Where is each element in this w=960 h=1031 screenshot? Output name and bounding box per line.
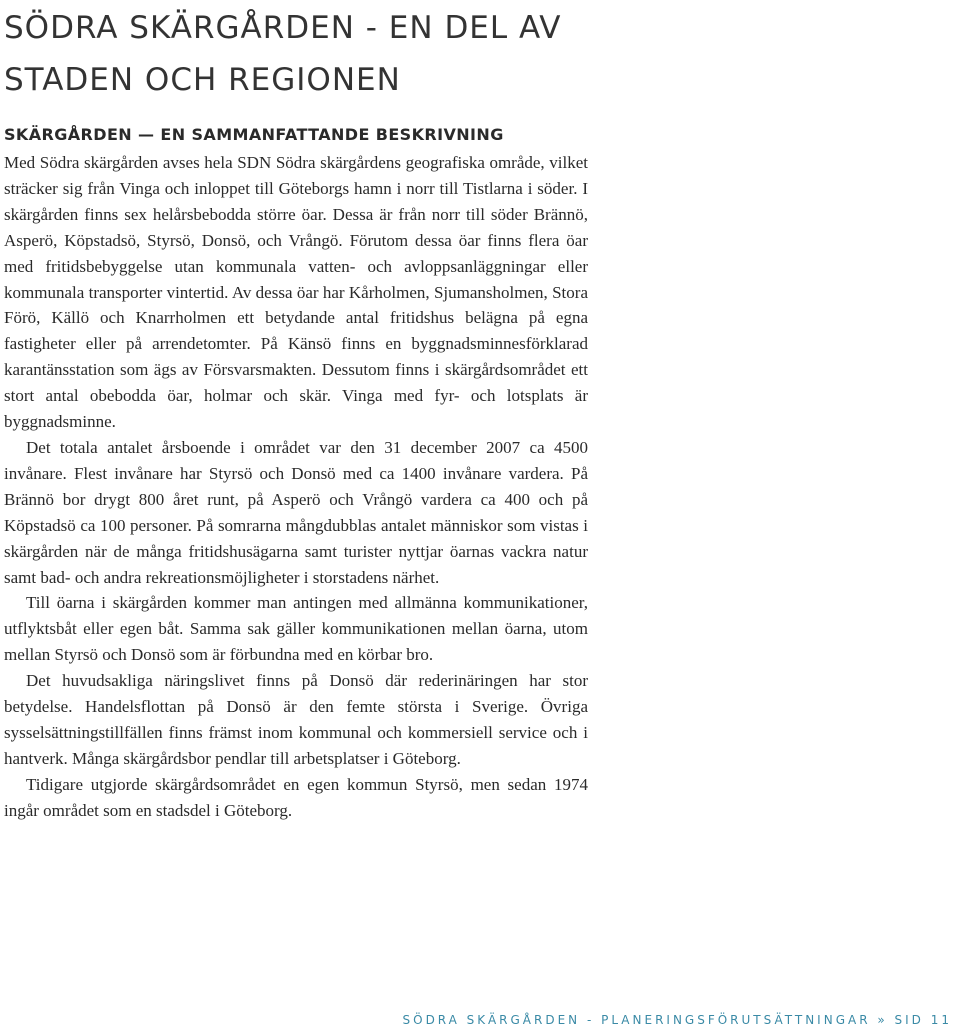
paragraph-4: Det huvudsakliga näringslivet finns på Donsö där rederinäringen har stor betydelse. Handelsflottan på Donsö är den femte största i Sverige. Övriga sysselsättningstillfällen finns främst inom kommunal och kommersiell service och i hantverk. Många skärgårdsbor pendlar till arbetsplatser i Göteborg. <box>4 671 588 768</box>
paragraph-3: Till öarna i skärgården kommer man antingen med allmänna kommunikationer, utflyktsbåt eller egen båt. Samma sak gäller kommunikationen mellan öarna, utom mellan Styrsö och Donsö som är förbundna med en körbar bro. <box>4 593 588 665</box>
section-heading: SKÄRGÅRDEN — EN SAMMANFATTANDE BESKRIVNING <box>4 125 504 144</box>
page-title: SÖDRA SKÄRGÅRDEN - EN DEL AV STADEN OCH REGIONEN <box>4 10 562 98</box>
paragraph-5: Tidigare utgjorde skärgårdsområdet en egen kommun Styrsö, men sedan 1974 ingår området som en stadsdel i Göteborg. <box>4 774 588 820</box>
body-text <box>4 150 588 824</box>
paragraph-2: Det totala antalet årsboende i området var den 31 december 2007 ca 4500 invånare. Flest invånare har Styrsö och Donsö med ca 1400 invånare vardera. På Brännö bor drygt 800 året runt, på Asperö och Vrångö vardera ca 400 och på Köpstadsö ca 100 personer. På somrarna mångdubblas antalet människor som vistas i skärgården när de många fritidshusägarna samt turister nyttjar öarnas vackra natur samt bad- och andra rekreationsmöjligheter i storstadens närhet. <box>4 437 588 587</box>
paragraph-1: Med Södra skärgården avses hela SDN Södra skärgårdens geografiska område, vilket sträcker sig från Vinga och inloppet till Göteborgs hamn i norr till Tistlarna i söder. I skärgården finns sex helårsbebodda större öar. Dessa är från norr till söder Brännö, Asperö, Köpstadsö, Styrsö, Donsö, och Vrångö. Förutom dessa öar finns flera öar med fritidsbebyggelse utan kommunala vatten- och avloppsanläggningar eller kommunala transporter vintertid. Av dessa öar har Kårholmen, Sjumansholmen, Stora Förö, Källö och Knarrholmen ett betydande antal fritidshus belägna på egna fastigheter eller på arrendetomter. På Känsö finns en byggnadsminnesförklarad karantänsstation som ägs av Försvarsmakten. Dessutom finns i skärgårdsområdet ett stort antal obebodda öar, holmar och skär. Vinga med fyr- och lotsplats är byggnadsminne. <box>4 153 588 432</box>
page-footer: SÖDRA SKÄRGÅRDEN - PLANERINGSFÖRUTSÄTTNINGAR » SID 11 <box>402 1013 952 1027</box>
